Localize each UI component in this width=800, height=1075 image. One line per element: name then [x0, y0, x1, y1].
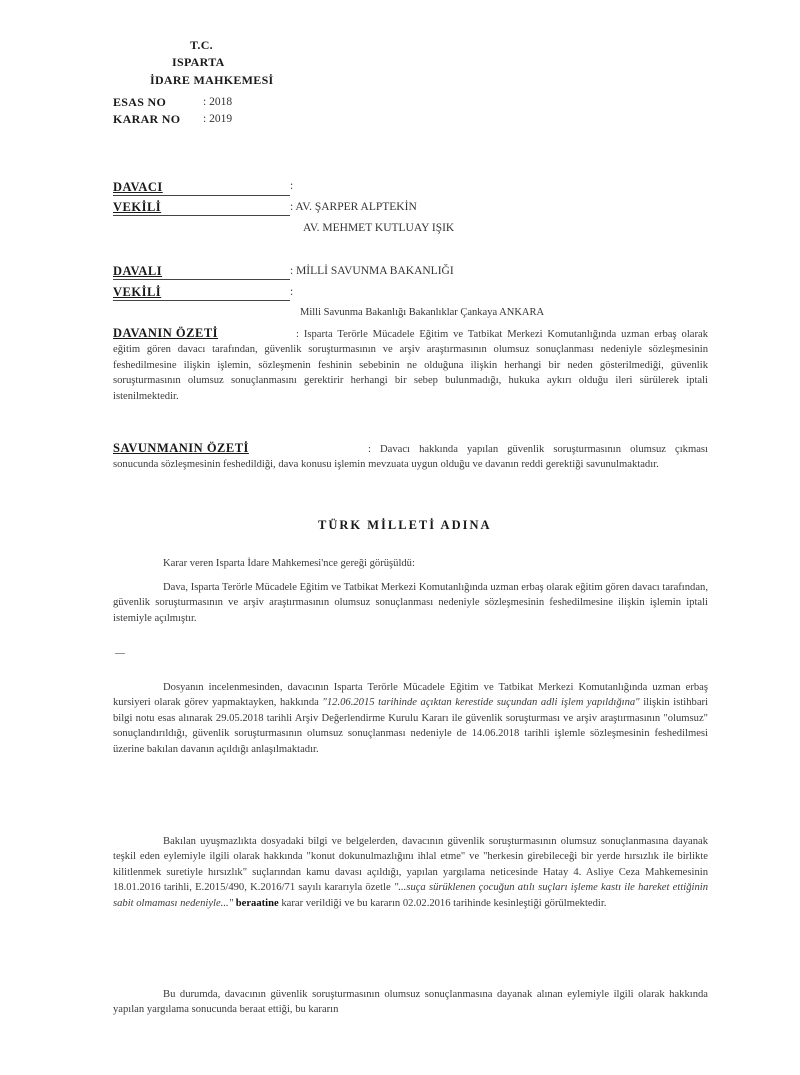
savunmanin-ozeti-text: : Davacı hakkında yapılan güvenlik soruşturmasının olumsuz çıkması sonucunda sözleşmesinin feshedildiği, dava konusu işlemin mevzuata uygun olduğu ve davanın reddi gerektiği savunulmaktadır.: [113, 444, 708, 471]
karar-no-value: : 2019: [203, 113, 233, 125]
body-paragraph-3: [113, 680, 708, 757]
p3-italic-quote: "12.06.2015 tarihinde açıktan kerestide suçundan adli işlem yapıldığına": [322, 697, 640, 709]
davaci-vekili-value: : AV. ŞARPER ALPTEKİN: [290, 201, 417, 213]
p4-keyword-beraat: beraatine: [235, 897, 279, 909]
davanin-ozeti-label: DAVANIN ÖZETİ: [113, 326, 219, 340]
davali-address: Milli Savunma Bakanlığı Bakanlıklar Çankaya ANKARA: [300, 307, 545, 318]
davali-vekili-value: :: [290, 286, 294, 298]
p4-part-b: karar verildiği ve bu kararın 02.02.2016 tarihinde kesinleştiği görülmektedir.: [281, 897, 607, 909]
body-paragraph-1: Karar veren Isparta İdare Mahkemesi'nce gereği görüşüldü:: [163, 558, 415, 569]
davali-underline: [113, 279, 290, 280]
p3-part-b: ilişkin istihbari bilgi notu esas alınarak 29.05.2018 tarihli Arşiv Değerlendirme Kurulu Kararı ile güvenlik soruşturması ve arşiv araştırmasının "olumsuz" sonuçlandırıldığı, güvenlik soruşturmasının olumsuz sonuçlanması nedeniyle de 14.06.2018 tarihli işlemle sözleşmesinin feshedilmesi üzerine bakılan davanın açıldığı anlaşılmaktadır.: [113, 697, 709, 755]
court-tc: T.C.: [190, 38, 213, 52]
esas-no-label: ESAS NO: [113, 95, 167, 109]
court-city: ISPARTA: [172, 55, 225, 69]
davaci-vekili-label: VEKİLİ: [113, 200, 162, 214]
p4-part-a: Bakılan uyuşmazlıkta dosyadaki bilgi ve belgelerden, davacının güvenlik soruşturmasının olumsuz sonuçlanmasına dayanak teşkil eden eylemiyle ilgili olarak hakkında "konut dokunulmazlığını ihlal etme" ve "herkesin girebileceği bir yerde hırsızlık ile birlikte kilitlenmek suretiyle hırsızlık" suçlarından kamu davası açıldığı, yapılan yargılama neticesinde Hatay 4. Asliye Ceza Mahkemesinin 18.01.2016 tarihli, E.2015/490, K.2016/71 sayılı kararıyla özetle: [113, 836, 708, 894]
turk-milleti-adina-heading: TÜRK MİLLETİ ADINA: [318, 518, 492, 532]
p3-part-a: Dosyanın incelenmesinden, davacının Isparta Terörle Mücadele Eğitim ve Tatbikat Merkezi Komutanlığında uzman erbaş kursiyeri olarak görev yapmaktayken, hakkında: [113, 682, 708, 709]
davali-vekili-label: VEKİLİ: [113, 285, 162, 299]
p4-italic-quote: "...suça sürüklenen çocuğun atılı suçları işleme kastı ile hareket ettiğinin sabit olmaması nedeniyle...": [113, 882, 708, 909]
court-name: İDARE MAHKEMESİ: [150, 73, 274, 87]
body-paragraph-4: [113, 834, 708, 911]
karar-no-label: KARAR NO: [113, 112, 181, 126]
davaci-label: DAVACI: [113, 180, 163, 194]
davali-value: : MİLLİ SAVUNMA BAKANLIĞI: [290, 265, 454, 277]
body-paragraph-2: Dava, Isparta Terörle Mücadele Eğitim ve Tatbikat Merkezi Komutanlığında uzman erbaş olarak eğitim gören davacı tarafından, güvenlik soruşturmasının ve arşiv araştırmasının olumsuz sonuçlanması nedeniyle sözleşmesinin feshedilmesine ilişkin işlemin iptali istemiyle açılmıştır.: [113, 582, 708, 624]
davaci-underline: [113, 195, 290, 196]
davaci-value: :: [290, 180, 294, 192]
body-paragraph-5: Bu durumda, davacının güvenlik soruşturmasının olumsuz sonuçlanmasına dayanak alınan eylemiyle ilgili olarak hakkında yapılan yargılama sonucunda beraat ettiği, bu kararın: [113, 989, 708, 1016]
esas-no-value: : 2018: [203, 96, 233, 108]
davanin-ozeti-text: : Isparta Terörle Mücadele Eğitim ve Tatbikat Merkezi Komutanlığında uzman erbaş olarak eğitim gören davacı tarafından, güvenlik soruşturmasının ve arşiv araştırmasının olumsuz sonuçlanması nedeniyle sözleşmesinin feshedilmesine ilişkin işlemin, sözleşmenin feshinin sebebinin ne olduğuna ilişkin herhangi bir neden gösterilmediği, güvenlik soruşturmasının olumsuz sonuçlanmasını gerektirir herhangi bir sebep bulunmadığı, hukuka aykırı olduğu ileri sürülerek iptali istenilmektedir.: [113, 329, 708, 402]
separator-dash: —: [115, 648, 125, 659]
savunmanin-ozeti-label: SAVUNMANIN ÖZETİ: [113, 441, 249, 455]
davaci-vekili-value-2: AV. MEHMET KUTLUAY IŞIK: [303, 222, 455, 234]
davali-label: DAVALI: [113, 264, 163, 278]
davali-vekili-underline: [113, 300, 290, 301]
davaci-vekili-underline: [113, 215, 290, 216]
